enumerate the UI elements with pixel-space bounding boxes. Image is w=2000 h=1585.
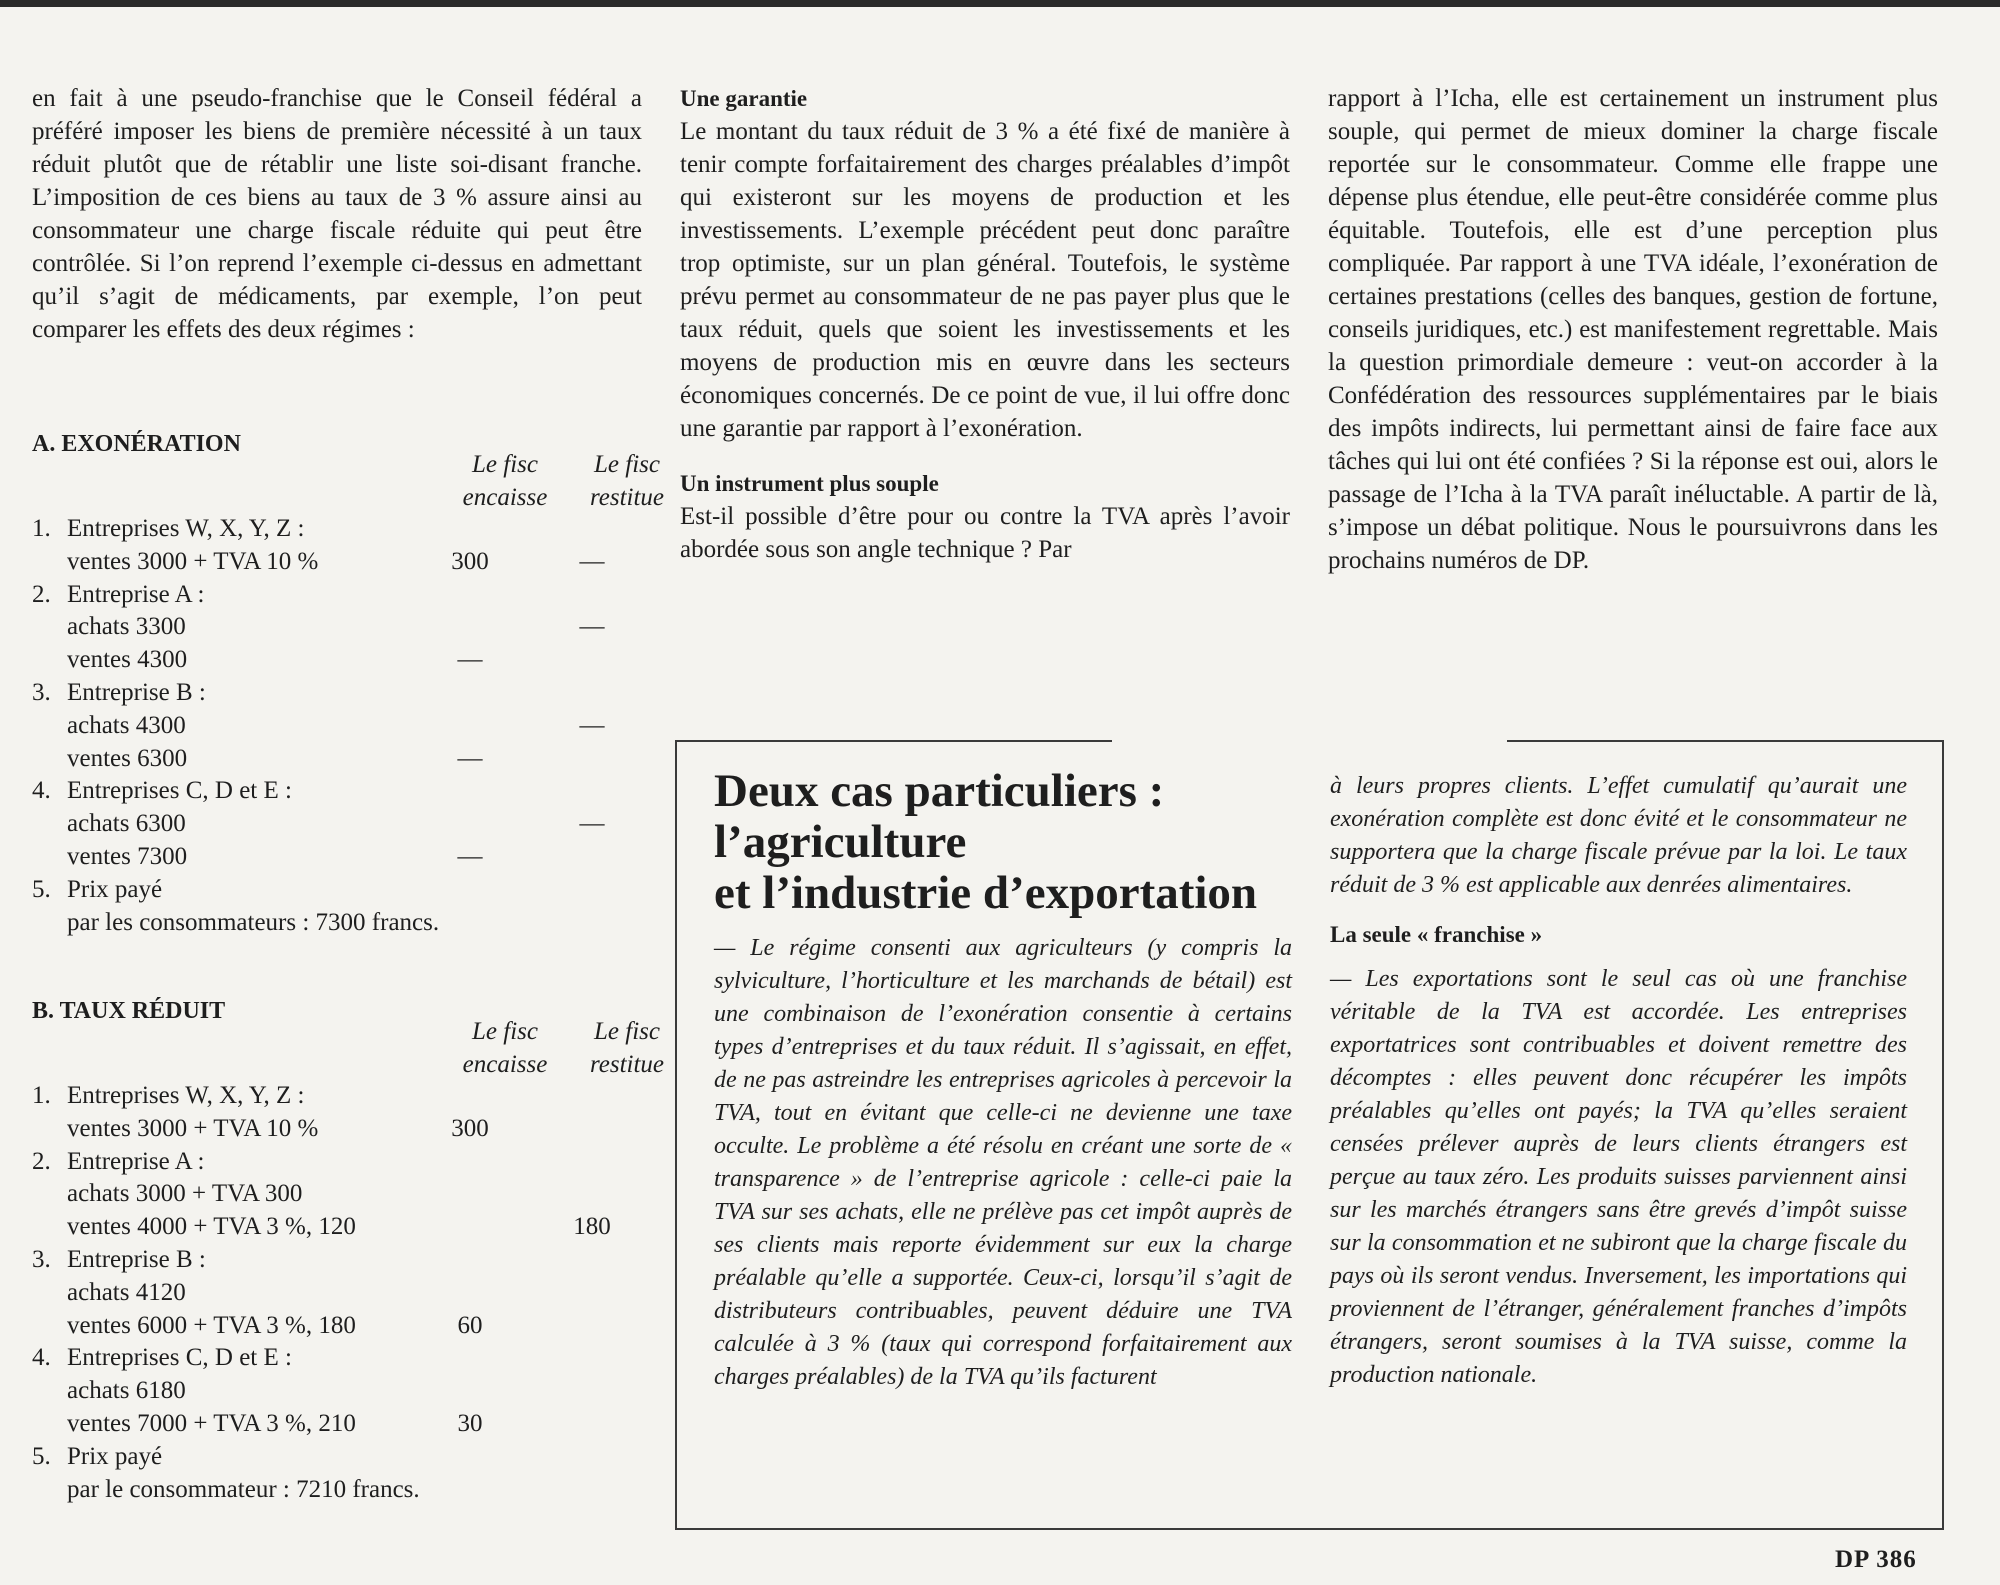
row-value-encaisse: 60 xyxy=(457,1311,483,1339)
row-label: achats 4300 xyxy=(67,711,186,739)
row-label: ventes 7000 + TVA 3 %, 210 xyxy=(67,1410,356,1437)
row-value-encaisse: — xyxy=(457,744,483,772)
row-number: 1. xyxy=(32,1082,51,1109)
row-value-encaisse: — xyxy=(457,843,483,870)
row-value-encaisse: 300 xyxy=(451,1114,489,1142)
table-row xyxy=(32,1145,642,1178)
table-a-col1-header: Le fisc encaisse xyxy=(462,451,548,511)
row-number: 5. xyxy=(32,1442,51,1470)
row-label: achats 3000 + TVA 300 xyxy=(67,1180,303,1208)
table-row xyxy=(32,1341,642,1374)
box-top-rule-left xyxy=(675,740,1112,742)
box-subhead-franchise: La seule « franchise » xyxy=(1330,922,1543,947)
row-label: ventes 4300 xyxy=(67,646,188,674)
table-row xyxy=(32,1210,642,1243)
row-number: 2. xyxy=(32,1147,51,1175)
row-value-encaisse: — xyxy=(457,646,483,674)
row-label: achats 6300 xyxy=(67,810,186,838)
table-row xyxy=(32,1243,642,1276)
row-label: Prix payé xyxy=(67,1442,163,1470)
column-right xyxy=(1328,82,1938,577)
table-row xyxy=(32,1177,642,1210)
paragraph-garantie: Le montant du taux réduit de 3 % a été fixé de manière à tenir compte forfaitairement des charges préalables d’impôt qui existeront sur les moyens de production et les investissements. L’exemple précédent peut donc paraître trop optimiste, sur un plan général. Toutefois, le système prévu permet au consommateur de ne pas payer plus que le taux réduit, quels que soient les investissements et les moyens de production mis en œuvre dans les secteurs économiques concernés. De ce point de vue, il lui offre donc une garantie par rapport à l’exonération. xyxy=(680,118,1290,442)
row-number: 4. xyxy=(32,1344,51,1372)
table-row xyxy=(32,906,642,939)
row-value-encaisse: 300 xyxy=(451,547,489,575)
table-row xyxy=(32,512,642,545)
row-value-encaisse: 30 xyxy=(457,1410,483,1437)
row-label: ventes 3000 + TVA 10 % xyxy=(67,547,319,575)
table-row xyxy=(32,1079,642,1112)
row-label: Entreprise A : xyxy=(67,580,205,608)
row-label: par les consommateurs : 7300 francs. xyxy=(67,908,440,936)
row-value-restitue: — xyxy=(579,810,605,838)
table-row xyxy=(32,807,642,840)
table-row xyxy=(32,1112,642,1145)
row-label: ventes 6000 + TVA 3 %, 180 xyxy=(67,1311,356,1339)
row-number: 1. xyxy=(32,515,51,542)
paragraph-instrument: Est-il possible d’être pour ou contre la TVA après l’avoir abordée sous son angle technique ? Par xyxy=(680,503,1290,563)
row-label: achats 4120 xyxy=(67,1278,186,1306)
column-middle xyxy=(680,82,1290,566)
heading-une-garantie: Une garantie xyxy=(680,86,808,111)
row-label: Entreprises W, X, Y, Z : xyxy=(67,1082,305,1109)
table-row xyxy=(32,1276,642,1309)
table-row xyxy=(32,709,642,742)
row-label: Entreprise B : xyxy=(67,1246,206,1273)
row-value-restitue: — xyxy=(579,547,605,575)
table-row xyxy=(32,643,642,676)
table-b-col1-header: Le fisc encaisse xyxy=(462,1018,548,1078)
row-number: 2. xyxy=(32,580,51,608)
table-a-title: A. EXONÉRATION xyxy=(32,431,241,457)
row-label: Entreprises W, X, Y, Z : xyxy=(67,515,305,542)
row-label: Prix payé xyxy=(67,875,163,903)
table-exoneration xyxy=(32,428,665,968)
table-row xyxy=(32,1473,642,1506)
table-row xyxy=(32,774,642,807)
table-a-col2-header: Le fisc restitue xyxy=(589,451,665,511)
table-row xyxy=(32,545,642,578)
column-left xyxy=(32,82,642,346)
table-row xyxy=(32,742,642,775)
box-column-right xyxy=(1330,770,1907,1392)
box-paragraph-exportations: — Les exportations sont le seul cas où une franchise véritable de la TVA est accordée. Les entreprises exportatrices sont contribuables et doivent remettre des décomptes : elles peuvent donc récupérer les impôts préalables qu’elles ont payés; la TVA qu’elles seraient censées prélever auprès de leurs clients étrangers est perçue au taux zéro. Les produits suisses parviennent ainsi sur les marchés étrangers sans être grevés d’impôt suisse sur la consommation et ne subiront que la charge fiscale du pays où ils seront vendus. Inversement, les importations qui proviennent de l’étranger, généralement franches d’impôts étrangers, seront soumises à la TVA suisse, comme la production nationale. xyxy=(1330,966,1907,1388)
row-label: Entreprise A : xyxy=(67,1147,205,1175)
row-number: 3. xyxy=(32,679,51,706)
table-row xyxy=(32,676,642,709)
row-value-restitue: 180 xyxy=(573,1213,611,1241)
table-row xyxy=(32,1374,642,1407)
row-value-restitue: — xyxy=(579,613,605,641)
intro-paragraph: en fait à une pseudo-franchise que le Conseil fédéral a préféré imposer les biens de première nécessité à un taux réduit plutôt que de rétablir une liste soi-disant franche. L’imposition de ces biens au taux de 3 % assure ainsi au consommateur une charge fiscale réduite qui peut être contrôlée. Si l’on reprend l’exemple ci-dessus en admettant qu’il s’agit de médicaments, par exemple, l’on peut comparer les effets des deux régimes : xyxy=(32,85,642,343)
box-title: Deux cas particuliers : l’agriculture et l’industrie d’exportation xyxy=(714,765,1258,919)
row-label: achats 3300 xyxy=(67,613,186,641)
row-label: ventes 7300 xyxy=(67,843,188,870)
row-number: 4. xyxy=(32,777,51,805)
box-paragraph-agriculture-cont: à leurs propres clients. L’effet cumulatif qu’aurait une exonération complète est donc évité et le consommateur ne supportera que la charge fiscale prévue par la loi. Le taux réduit de 3 % est applicable aux denrées alimentaires. xyxy=(1330,773,1907,898)
table-row xyxy=(32,1407,642,1440)
box-top-rule-right xyxy=(1507,740,1944,742)
row-label: ventes 4000 + TVA 3 %, 120 xyxy=(67,1213,356,1241)
table-row xyxy=(32,610,642,643)
row-label: Entreprises C, D et E : xyxy=(67,777,292,805)
table-row xyxy=(32,840,642,873)
table-b-title: B. TAUX RÉDUIT xyxy=(32,998,226,1024)
table-row xyxy=(32,873,642,906)
table-b-col2-header: Le fisc restitue xyxy=(589,1018,665,1078)
row-label: ventes 3000 + TVA 10 % xyxy=(67,1114,319,1142)
row-label: ventes 6300 xyxy=(67,744,188,772)
row-label: par le consommateur : 7210 francs. xyxy=(67,1475,420,1503)
box-paragraph-agriculture: — Le régime consenti aux agriculteurs (y compris la sylviculture, l’horticulture et les marchands de bétail) est une combinaison de l’exonération consentie à certains types d’entreprises et du taux réduit. Il s’agissait, en effet, de ne pas astreindre les entreprises agricoles à percevoir la TVA, tout en évitant que celle-ci ne devienne une taxe occulte. Le problème a été résolu en créant une sorte de « transparence » de l’entreprise agricole : celle-ci paie la TVA sur ses achats, elle ne prélève pas cet impôt auprès de ses clients mais reporte évidemment sur eux la charge préalable qu’elle a supportée. Ceux-ci, lorsqu’il s’agit de distributeurs contribuables, peuvent déduire une TVA calculée à 3 % (taux qui correspond forfaitairement aux charges préalables) de la TVA qu’ils facturent xyxy=(714,935,1292,1390)
row-number: 3. xyxy=(32,1246,51,1273)
table-row xyxy=(32,578,642,611)
row-label: Entreprise B : xyxy=(67,679,206,706)
paragraph-icha: rapport à l’Icha, elle est certainement un instrument plus souple, qui permet de mieux dominer la charge fiscale reportée sur le consommateur. Comme elle frappe une dépense plus étendue, elle peut-être considérée comme plus équitable. Toutefois, elle est d’une perception plus compliquée. Par rapport à une TVA idéale, l’exonération de certaines prestations (celles des banques, gestion de fortune, conseils juridiques, etc.) est manifestement regrettable. Mais la question primordiale demeure : veut-on accorder à la Confédération des ressources supplémentaires par le biais des impôts indirects, lui permettant ainsi de faire face aux tâches qui lui ont été confiées ? Si la réponse est oui, alors le passage de l’Icha à la TVA paraît inéluctable. A partir de là, s’impose un débat politique. Nous le poursuivrons dans les prochains numéros de DP. xyxy=(1328,85,1938,574)
row-value-restitue: — xyxy=(579,711,605,739)
table-row xyxy=(32,1309,642,1342)
page-number: DP 386 xyxy=(1835,1546,1917,1573)
sidebar-box xyxy=(675,740,1944,1530)
row-label: achats 6180 xyxy=(67,1377,186,1405)
top-rule xyxy=(0,0,2000,7)
heading-instrument-souple: Un instrument plus souple xyxy=(680,471,939,496)
table-taux-reduit xyxy=(32,995,665,1535)
row-number: 5. xyxy=(32,875,51,903)
box-column-left xyxy=(714,932,1292,1394)
table-row xyxy=(32,1440,642,1473)
row-label: Entreprises C, D et E : xyxy=(67,1344,292,1372)
